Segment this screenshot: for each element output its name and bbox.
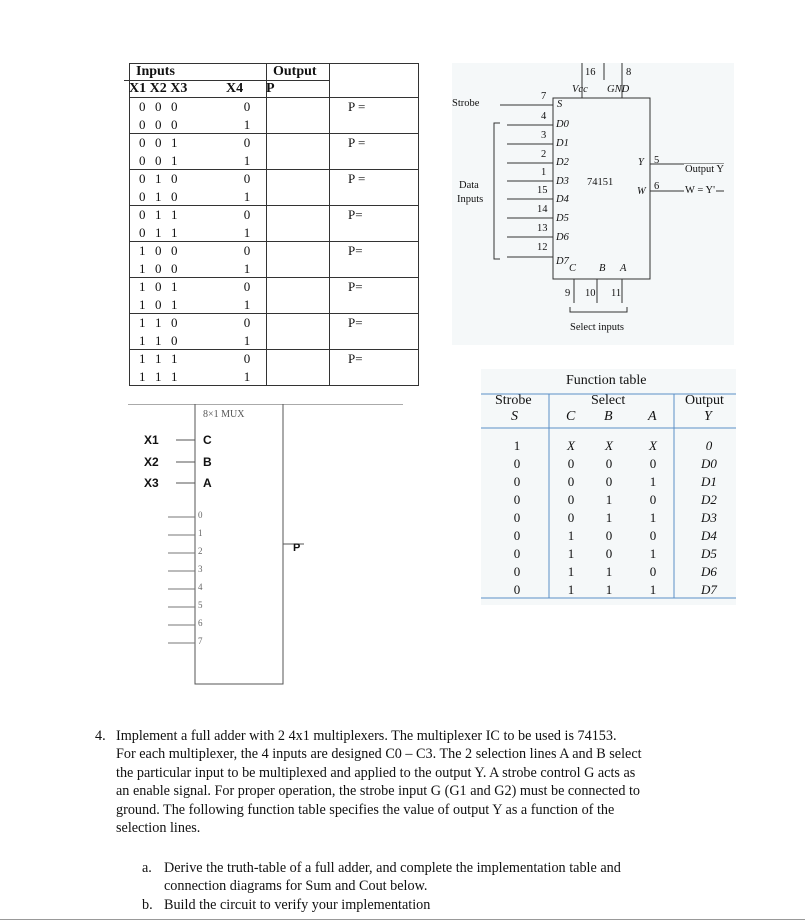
function-table-cell: 1 [605, 510, 613, 525]
function-table-cell: 1 [605, 582, 613, 597]
input-bit: 1 [155, 207, 162, 222]
function-table-cell: 1 [649, 582, 657, 597]
input-bit: 0 [139, 171, 146, 186]
p-header: P [261, 80, 329, 97]
function-table-cell: X [605, 438, 613, 453]
truth-table [129, 63, 419, 386]
x4-value: 1 [243, 116, 251, 132]
input-bit: 1 [155, 171, 162, 186]
input-bit: 0 [171, 243, 178, 258]
x4-value: 0 [243, 135, 251, 150]
truth-table-group [130, 278, 419, 314]
mux-input-number: 1 [198, 528, 203, 538]
x4-value: 1 [243, 260, 251, 276]
b-pin-label: B [599, 263, 606, 274]
input-bit: 1 [139, 315, 146, 330]
ic-74151-diagram [452, 63, 734, 345]
s-header: S [511, 409, 518, 424]
input-bit: 0 [171, 188, 178, 204]
p-equals-cell: P= [348, 243, 363, 258]
pin-16: 16 [585, 67, 596, 78]
function-table-cell: 0 [513, 492, 521, 507]
d0-label: D0 [556, 119, 569, 130]
mux-input-number: 2 [198, 546, 203, 556]
question-body [116, 727, 736, 837]
mux-input-number: 7 [198, 636, 203, 646]
function-table-cell: 0 [605, 474, 613, 489]
question-line: the particular input to be multiplexed and applied to the output Y. A strobe control G acts as [116, 764, 636, 781]
d5-label: D5 [556, 213, 569, 224]
mux-input-number: 4 [198, 582, 203, 592]
truth-table-group [130, 350, 419, 386]
input-bit: 1 [171, 224, 178, 240]
input-bits [130, 314, 228, 332]
inputs-header: Inputs [136, 64, 175, 79]
function-table-cell: 0 [567, 456, 575, 471]
left-pin-number: 15 [537, 185, 548, 196]
mux-8x1-diagram [128, 404, 403, 687]
d6-label: D6 [556, 232, 569, 243]
p-equals-cell: P= [348, 351, 363, 366]
input-bit: 1 [155, 315, 162, 330]
output-header: Output [273, 64, 317, 79]
function-table-cell: 0 [649, 456, 657, 471]
b-column [599, 437, 619, 599]
input-bits [130, 224, 228, 242]
a-pin-label: A [620, 263, 627, 274]
pin-6: 6 [654, 181, 660, 192]
function-table-cell: 0 [567, 492, 575, 507]
d1-label: D1 [556, 138, 569, 149]
function-table-cell: 1 [605, 564, 613, 579]
question-line: an enable signal. For proper operation, the strobe input G (G1 and G2) must be connected to [116, 783, 641, 800]
x4-value: 0 [243, 243, 251, 258]
function-table-cell: 0 [513, 528, 521, 543]
input-bits [130, 278, 228, 296]
x4-value: 0 [243, 315, 251, 330]
input-bits [130, 350, 228, 368]
function-table-cell: D2 [701, 492, 717, 507]
input-bit: 0 [139, 207, 146, 222]
b-header: B [604, 409, 613, 424]
question-number: 4. [95, 728, 106, 744]
function-table-cell: D0 [701, 456, 717, 471]
input-bit: 1 [139, 296, 146, 312]
input-bit: 1 [171, 296, 178, 312]
input-bits [130, 368, 228, 386]
input-bits [130, 116, 228, 134]
input-bit: 1 [139, 368, 146, 384]
pin-11: 11 [611, 288, 622, 299]
question-line: For each multiplexer, the 4 inputs are designed C0 – C3. The 2 selection lines A and B select [116, 746, 642, 763]
input-bit: 0 [171, 315, 178, 330]
function-table-cell: 0 [513, 546, 521, 561]
function-table-cell: 0 [513, 474, 521, 489]
input-bit: 0 [139, 99, 146, 114]
part-b-label: b. [142, 897, 153, 913]
function-table-cell: 1 [567, 528, 575, 543]
input-bit: 1 [155, 368, 162, 384]
function-table-cell: 1 [649, 546, 657, 561]
p-equals-cell: P = [348, 99, 366, 114]
mux-input-number: 3 [198, 564, 203, 574]
pin-5: 5 [654, 155, 660, 166]
left-pin-number: 2 [541, 149, 547, 160]
c-column [561, 437, 581, 599]
x2-label: X2 [144, 455, 159, 469]
function-table-cell: 0 [649, 492, 657, 507]
left-pin-number: 12 [537, 242, 548, 253]
function-table-cell: 1 [567, 546, 575, 561]
x4-value: 0 [243, 99, 251, 114]
input-bit: 0 [139, 152, 146, 168]
w-equals-label: W = Y' [685, 185, 715, 196]
input-bit: 0 [171, 171, 178, 186]
part-a-line: Derive the truth-table of a full adder, and complete the implementation table and [164, 860, 621, 876]
p-equals-cell: P = [348, 171, 366, 186]
input-bit: 0 [155, 152, 162, 168]
x4-value: 1 [243, 188, 251, 204]
input-bit: 0 [155, 135, 162, 150]
input-bit: 1 [155, 332, 162, 348]
function-table-cell: D1 [701, 474, 717, 489]
vars-header: X1 X2 X3 [124, 80, 228, 97]
x1-label: X1 [144, 433, 159, 447]
function-table-cell: 0 [513, 564, 521, 579]
d2-label: D2 [556, 157, 569, 168]
input-bits [130, 206, 228, 224]
pin-9: 9 [565, 288, 571, 299]
function-table-cell: D6 [701, 564, 717, 579]
truth-table-group [130, 206, 419, 242]
input-bit: 0 [139, 135, 146, 150]
truth-table-group [130, 134, 419, 170]
function-table [481, 369, 736, 605]
input-bit: 1 [171, 152, 178, 168]
w-pin-label: W [637, 186, 646, 197]
input-bit: 0 [155, 260, 162, 276]
c-pin-label: C [569, 263, 577, 274]
x4-value: 0 [243, 351, 251, 366]
left-pin-number: 1 [541, 167, 547, 178]
function-table-cell: 1 [567, 582, 575, 597]
part-a-line: connection diagrams for Sum and Cout below. [164, 878, 428, 895]
data-inputs-label: Data [459, 180, 479, 191]
question-line: ground. The following function table specifies the value of output Y as a function of the [116, 801, 615, 818]
gnd-label: GND [607, 84, 630, 95]
function-table-cell: D7 [701, 582, 717, 597]
input-bit: 1 [139, 243, 146, 258]
input-bit: 0 [155, 116, 162, 132]
strobe-header: Strobe [495, 393, 532, 408]
p-output-label: P [293, 542, 301, 554]
input-bit: 1 [139, 260, 146, 276]
y-header: Y [704, 409, 712, 424]
input-bit: 0 [139, 116, 146, 132]
function-table-cell: D4 [701, 528, 717, 543]
input-bit: 0 [139, 188, 146, 204]
part-a-text [164, 859, 744, 896]
x4-value: 1 [243, 368, 251, 384]
x4-value: 1 [243, 332, 251, 348]
y-column [695, 437, 723, 599]
question-line: Implement a full adder with 2 4x1 multiplexers. The multiplexer IC to be used is 74153. [116, 728, 617, 744]
function-table-cell: D3 [701, 510, 717, 525]
p-equals-cell: P = [348, 135, 366, 150]
input-bit: 1 [171, 279, 178, 294]
mux-input-number: 6 [198, 618, 203, 628]
function-table-cell: 0 [605, 528, 613, 543]
function-table-cell: X [649, 438, 657, 453]
input-bits [130, 188, 228, 206]
left-pin-number: 4 [541, 111, 547, 122]
a-select-label: A [203, 476, 212, 490]
input-bit: 1 [171, 207, 178, 222]
truth-table-group [130, 98, 419, 134]
s-pin-label: S [557, 99, 563, 110]
input-bits [130, 98, 228, 116]
mux-title: 8×1 MUX [203, 409, 245, 420]
p-equals-cell: P= [348, 279, 363, 294]
part-a-label: a. [142, 860, 152, 876]
select-inputs-label: Select inputs [570, 322, 624, 333]
function-table-cell: 1 [567, 564, 575, 579]
p-equals-cell: P= [348, 207, 363, 222]
input-bit: 1 [171, 351, 178, 366]
input-bit: 0 [155, 243, 162, 258]
left-pin-number: 14 [537, 204, 548, 215]
function-table-cell: X [567, 438, 575, 453]
input-bit: 0 [155, 99, 162, 114]
input-bit: 0 [139, 224, 146, 240]
function-table-title: Function table [566, 373, 647, 388]
data-inputs-label-2: Inputs [457, 194, 484, 205]
mux-input-number: 0 [198, 510, 203, 520]
input-bits [130, 332, 228, 350]
input-bits [130, 242, 228, 260]
input-bits [130, 152, 228, 170]
pin-8: 8 [626, 67, 632, 78]
input-bit: 1 [155, 224, 162, 240]
y-pin-label: Y [638, 157, 644, 168]
function-table-cell: 0 [567, 474, 575, 489]
input-bits [130, 170, 228, 188]
strobe-label: Strobe [452, 98, 480, 109]
function-table-cell: 0 [705, 438, 713, 453]
input-bit: 1 [171, 368, 178, 384]
output-y-label: Output Y [685, 164, 724, 175]
input-bit: 1 [139, 351, 146, 366]
input-bit: 0 [171, 332, 178, 348]
select-header: Select [591, 393, 626, 408]
chip-label: 74151 [587, 177, 614, 188]
vcc-label: Vcc [572, 84, 588, 95]
function-table-cell: D5 [701, 546, 717, 561]
input-bit: 0 [155, 279, 162, 294]
input-bit: 1 [155, 351, 162, 366]
x4-value: 0 [243, 207, 251, 222]
p-equals-cell: P= [348, 315, 363, 330]
function-table-cell: 0 [649, 528, 657, 543]
input-bit: 0 [155, 296, 162, 312]
c-select-label: C [203, 433, 212, 447]
input-bit: 1 [171, 135, 178, 150]
output-header: Output [685, 393, 724, 408]
input-bit: 0 [171, 116, 178, 132]
part-b-text: Build the circuit to verify your implementation [164, 897, 431, 913]
function-table-cell: 0 [605, 456, 613, 471]
b-select-label: B [203, 455, 212, 469]
x4-value: 1 [243, 224, 251, 240]
x4-value: 1 [243, 152, 251, 168]
d3-label: D3 [556, 176, 569, 187]
mux-input-number: 5 [198, 600, 203, 610]
question-line: selection lines. [116, 820, 201, 837]
truth-table-group [130, 170, 419, 206]
input-bit: 1 [155, 188, 162, 204]
function-table-cell: 0 [649, 564, 657, 579]
function-table-cell: 1 [649, 474, 657, 489]
input-bits [130, 260, 228, 278]
input-bit: 0 [171, 99, 178, 114]
truth-table-group [130, 242, 419, 278]
function-table-cell: 0 [567, 510, 575, 525]
pin-10: 10 [585, 288, 596, 299]
d7-label: D7 [556, 256, 569, 267]
input-bit: 1 [139, 279, 146, 294]
function-table-cell: 0 [605, 546, 613, 561]
function-table-cell: 0 [513, 456, 521, 471]
x4-header: X4 [222, 80, 266, 97]
c-header: C [566, 409, 576, 424]
input-bit: 1 [139, 332, 146, 348]
x4-value: 0 [243, 171, 251, 186]
a-header: A [648, 409, 657, 424]
left-pin-number: 3 [541, 130, 547, 141]
mux-lines [128, 404, 403, 687]
left-pin-number: 7 [541, 91, 547, 102]
x4-value: 0 [243, 279, 251, 294]
function-table-cell: 1 [513, 438, 521, 453]
input-bits [130, 296, 228, 314]
x3-label: X3 [144, 476, 159, 490]
ic-74151-lines [452, 63, 734, 345]
x4-value: 1 [243, 296, 251, 312]
input-bit: 0 [171, 260, 178, 276]
function-table-cell: 1 [649, 510, 657, 525]
function-table-cell: 1 [605, 492, 613, 507]
d4-label: D4 [556, 194, 569, 205]
page-bottom-rule [0, 919, 805, 920]
function-table-cell: 0 [513, 582, 521, 597]
a-column [643, 437, 663, 599]
input-bits [130, 134, 228, 152]
truth-table-group [130, 314, 419, 350]
function-table-cell: 0 [513, 510, 521, 525]
strobe-column [507, 437, 527, 599]
left-pin-number: 13 [537, 223, 548, 234]
